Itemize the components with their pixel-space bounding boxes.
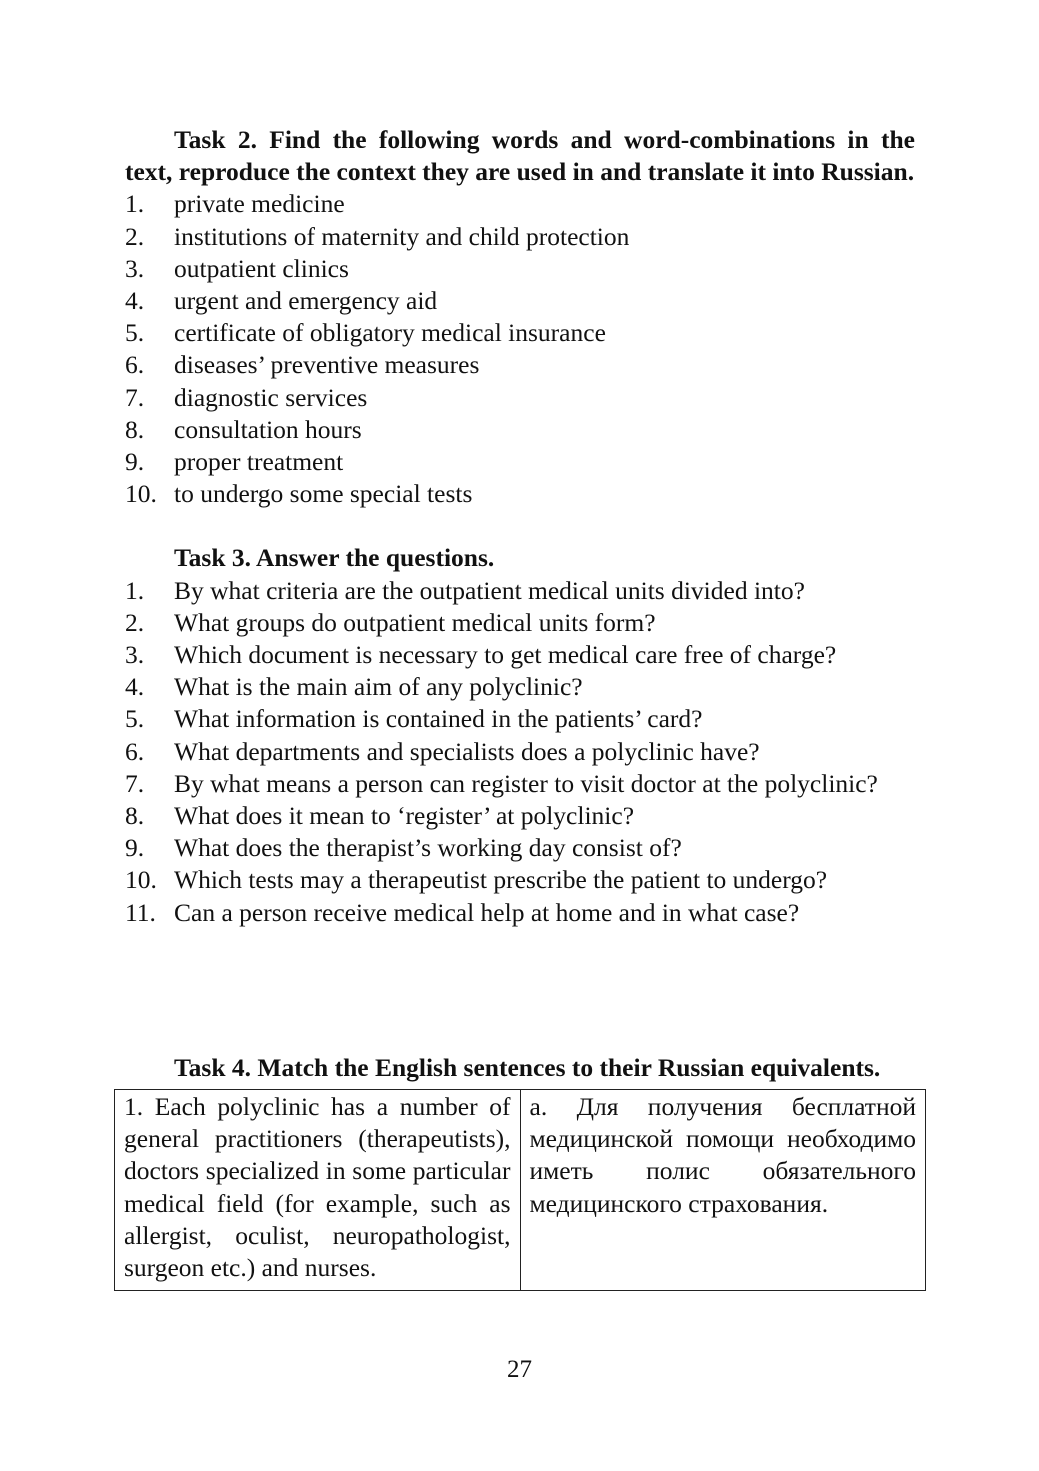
task2-item [125,285,915,317]
task3-item [125,768,915,800]
english-sentence-cell: 1. Each polyclinic has a number of general practitioners (therapeutists), doctors specialized in some particular medical field (for example, such as allergist, oculist, neuropathologist, surgeon etc.) and nurses. [115,1090,521,1291]
task2-item [125,349,915,381]
russian-sentence-cell: а. Для получения бесплатной медицинской помощи необходимо иметь полис обязательного медицинского страхования. [520,1090,926,1291]
task3-item-text: What is the main aim of any polyclinic? [174,672,583,702]
task2-item-text: outpatient clinics [174,253,349,283]
task2-item-number: 4. [125,286,145,316]
task2-item [125,317,915,349]
matching-table [114,1089,926,1291]
task3-item-number: 3. [125,640,145,670]
task2-item-number: 10. [125,479,157,509]
task2-item-text: to undergo some special tests [174,479,473,509]
task3-item-text: What departments and specialists does a polyclinic have? [174,736,760,766]
task3-item [125,575,915,607]
task2-item-text: diseases’ preventive measures [174,350,480,380]
task3-heading: Task 3. Answer the questions. [174,543,495,573]
task2-item-text: institutions of maternity and child protection [174,221,630,251]
task3-item [125,897,915,929]
task3-list [125,575,915,929]
task2-item [125,188,915,220]
task3-item [125,703,915,735]
task2-item-text: consultation hours [174,414,362,444]
task3-item [125,800,915,832]
task2-list [125,188,915,510]
task3-item [125,736,915,768]
task2-item [125,414,915,446]
task2-item [125,478,915,510]
task3-item [125,671,915,703]
task2-item [125,382,915,414]
task3-item [125,607,915,639]
task3-item-text: Which tests may a therapeutist prescribe the patient to undergo? [174,865,828,895]
task2-item-text: urgent and emergency aid [174,286,438,316]
task2-item-number: 8. [125,414,145,444]
task2-item-number: 2. [125,221,145,251]
task2-item-number: 1. [125,189,145,219]
task2-item-text: proper treatment [174,447,344,477]
task3-item [125,864,915,896]
task2-heading: Task 2. Find the following words and word-combinations in the text, reproduce the context they are used in and translate it into Russian. [125,125,915,187]
task3-item [125,832,915,864]
task3-item-number: 2. [125,607,145,637]
task3-item-number: 4. [125,672,145,702]
task2-item [125,446,915,478]
page-body [125,124,915,929]
task3-item [125,639,915,671]
task2-item-text: certificate of obligatory medical insurance [174,318,606,348]
task2-item-number: 6. [125,350,145,380]
matching-row [115,1090,926,1291]
task3-item-text: What groups do outpatient medical units form? [174,607,656,637]
task3-item-text: By what criteria are the outpatient medical units divided into? [174,575,805,605]
task3-item-number: 1. [125,575,145,605]
task3-item-number: 8. [125,801,145,831]
task3-item-text: What does it mean to ‘register’ at polyclinic? [174,801,635,831]
task2-item-number: 9. [125,447,145,477]
task3-item-number: 10. [125,865,157,895]
task2-item-text: diagnostic services [174,382,368,412]
task3-item-text: Which document is necessary to get medical care free of charge? [174,640,837,670]
task2-item-number: 3. [125,253,145,283]
task3-item-number: 5. [125,704,145,734]
task2-item-number: 7. [125,382,145,412]
task3-item-text: By what means a person can register to visit doctor at the polyclinic? [174,768,878,798]
task3-item-number: 11. [125,897,156,927]
task4-heading: Task 4. Match the English sentences to their Russian equivalents. [174,1052,881,1082]
task2-item-text: private medicine [174,189,345,219]
task3-item-number: 9. [125,833,145,863]
task3-item-text: Can a person receive medical help at home and in what case? [174,897,800,927]
task2-item-number: 5. [125,318,145,348]
task3-item-text: What information is contained in the patients’ card? [174,704,703,734]
task2-item [125,221,915,253]
page-number: 27 [507,1356,532,1383]
section-gap [125,510,915,542]
task3-item-number: 6. [125,736,145,766]
task3-item-text: What does the therapist’s working day consist of? [174,833,682,863]
task2-item [125,253,915,285]
task3-item-number: 7. [125,768,145,798]
